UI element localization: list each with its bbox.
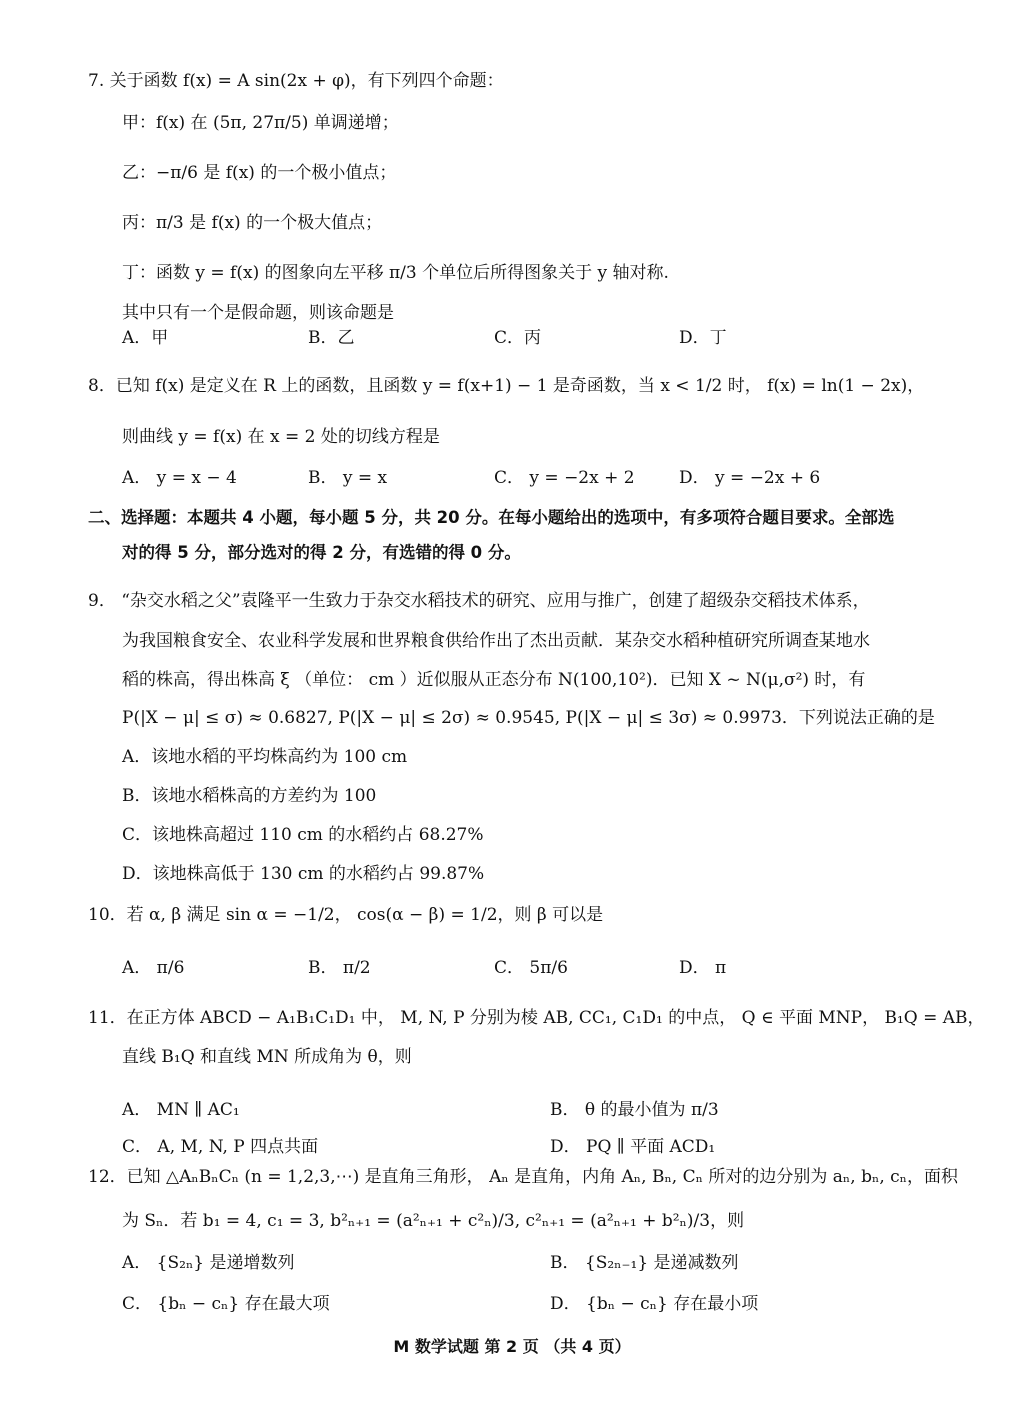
q9-line1: 9． “杂交水稻之父”袁隆平一生致力于杂交水稻技术的研究、应用与推广，创建了超级杂交稻技术体系， <box>88 591 870 611</box>
q8-question: 则曲线 y = f(x) 在 x = 2 处的切线方程是 <box>122 427 440 447</box>
q12-line1: 12．已知 △AₙBₙCₙ (n = 1,2,3,⋯) 是直角三角形， Aₙ 是直角，内角 Aₙ, Bₙ, Cₙ 所对的边分别为 aₙ, bₙ, cₙ，面积 <box>88 1167 959 1187</box>
section2-heading-line2: 对的得 5 分，部分选对的得 2 分，有选错的得 0 分。 <box>122 543 521 562</box>
q12-option-a: A． {S₂ₙ} 是递增数列 <box>122 1253 295 1273</box>
q11-line2: 直线 B₁Q 和直线 MN 所成角为 θ，则 <box>122 1047 412 1067</box>
q9-option-a: A．该地水稻的平均株高约为 100 cm <box>122 747 408 767</box>
q9-option-b: B．该地水稻株高的方差约为 100 <box>122 786 377 806</box>
q8-option-a: A． y = x − 4 <box>122 468 237 488</box>
q8-option-b: B． y = x <box>308 468 388 488</box>
q10-option-b: B． π/2 <box>308 958 371 978</box>
q7-statement-ding: 丁：函数 y = f(x) 的图象向左平移 π/3 个单位后所得图象关于 y 轴对称. <box>122 263 669 283</box>
section2-heading-line1: 二、选择题：本题共 4 小题，每小题 5 分，共 20 分。在每小题给出的选项中，有多项符合题目要求。全部选 <box>88 508 895 527</box>
q7-question: 其中只有一个是假命题，则该命题是 <box>122 303 394 323</box>
q7-option-b: B．乙 <box>308 328 355 348</box>
q10-stem: 10．若 α, β 满足 sin α = −1/2， cos(α − β) = 1/2，则 β 可以是 <box>88 905 604 925</box>
q9-option-c: C．该地株高超过 110 cm 的水稻约占 68.27% <box>122 825 484 845</box>
q11-line1: 11．在正方体 ABCD − A₁B₁C₁D₁ 中， M, N, P 分别为棱 AB, CC₁, C₁D₁ 的中点， Q ∈ 平面 MNP， B₁Q = AB， <box>88 1008 985 1028</box>
q7-statement-jia: 甲：f(x) 在 (5π, 27π/5) 单调递增； <box>122 113 399 133</box>
q12-line2: 为 Sₙ．若 b₁ = 4, c₁ = 3, b²ₙ₊₁ = (a²ₙ₊₁ + c²ₙ)/3, c²ₙ₊₁ = (a²ₙ₊₁ + b²ₙ)/3，则 <box>122 1211 745 1231</box>
q9-line4: P(|X − μ| ≤ σ) ≈ 0.6827, P(|X − μ| ≤ 2σ) ≈ 0.9545, P(|X − μ| ≤ 3σ) ≈ 0.9973．下列说法正确的是 <box>122 708 935 728</box>
q7-option-c: C．丙 <box>494 328 542 348</box>
q7-stem: 7. 关于函数 f(x) = A sin(2x + φ)，有下列四个命题： <box>88 71 504 91</box>
q12-option-c: C． {bₙ − cₙ} 存在最大项 <box>122 1294 330 1314</box>
q9-option-d: D．该地株高低于 130 cm 的水稻约占 99.87% <box>122 864 485 884</box>
q8-stem: 8．已知 f(x) 是定义在 R 上的函数，且函数 y = f(x+1) − 1 是奇函数，当 x < 1/2 时， f(x) = ln(1 − 2x)， <box>88 376 925 396</box>
q11-option-d: D． PQ ∥ 平面 ACD₁ <box>550 1137 716 1157</box>
q10-option-a: A． π/6 <box>122 958 185 978</box>
q12-option-d: D． {bₙ − cₙ} 存在最小项 <box>550 1294 759 1314</box>
q9-line2: 为我国粮食安全、农业科学发展和世界粮食供给作出了杰出贡献．某杂交水稻种植研究所调查某地水 <box>122 631 870 651</box>
q10-option-c: C． 5π/6 <box>494 958 568 978</box>
q10-option-d: D． π <box>679 958 727 978</box>
q12-option-b: B． {S₂ₙ₋₁} 是递减数列 <box>550 1253 739 1273</box>
q9-line3: 稻的株高，得出株高 ξ （单位： cm ）近似服从正态分布 N(100,10²)．已知 X ~ N(μ,σ²) 时，有 <box>122 670 866 690</box>
q7-option-d: D．丁 <box>679 328 727 348</box>
q11-option-a: A． MN ∥ AC₁ <box>122 1100 240 1120</box>
q7-statement-yi: 乙：−π/6 是 f(x) 的一个极小值点； <box>122 163 397 183</box>
q7-option-a: A．甲 <box>122 328 169 348</box>
q7-statement-bing: 丙：π/3 是 f(x) 的一个极大值点； <box>122 213 383 233</box>
page-footer: M 数学试题 第 2 页 （共 4 页） <box>393 1337 631 1356</box>
q11-option-c: C． A, M, N, P 四点共面 <box>122 1137 319 1157</box>
q8-option-d: D． y = −2x + 6 <box>679 468 821 488</box>
q8-option-c: C． y = −2x + 2 <box>494 468 635 488</box>
q11-option-b: B． θ 的最小值为 π/3 <box>550 1100 719 1120</box>
